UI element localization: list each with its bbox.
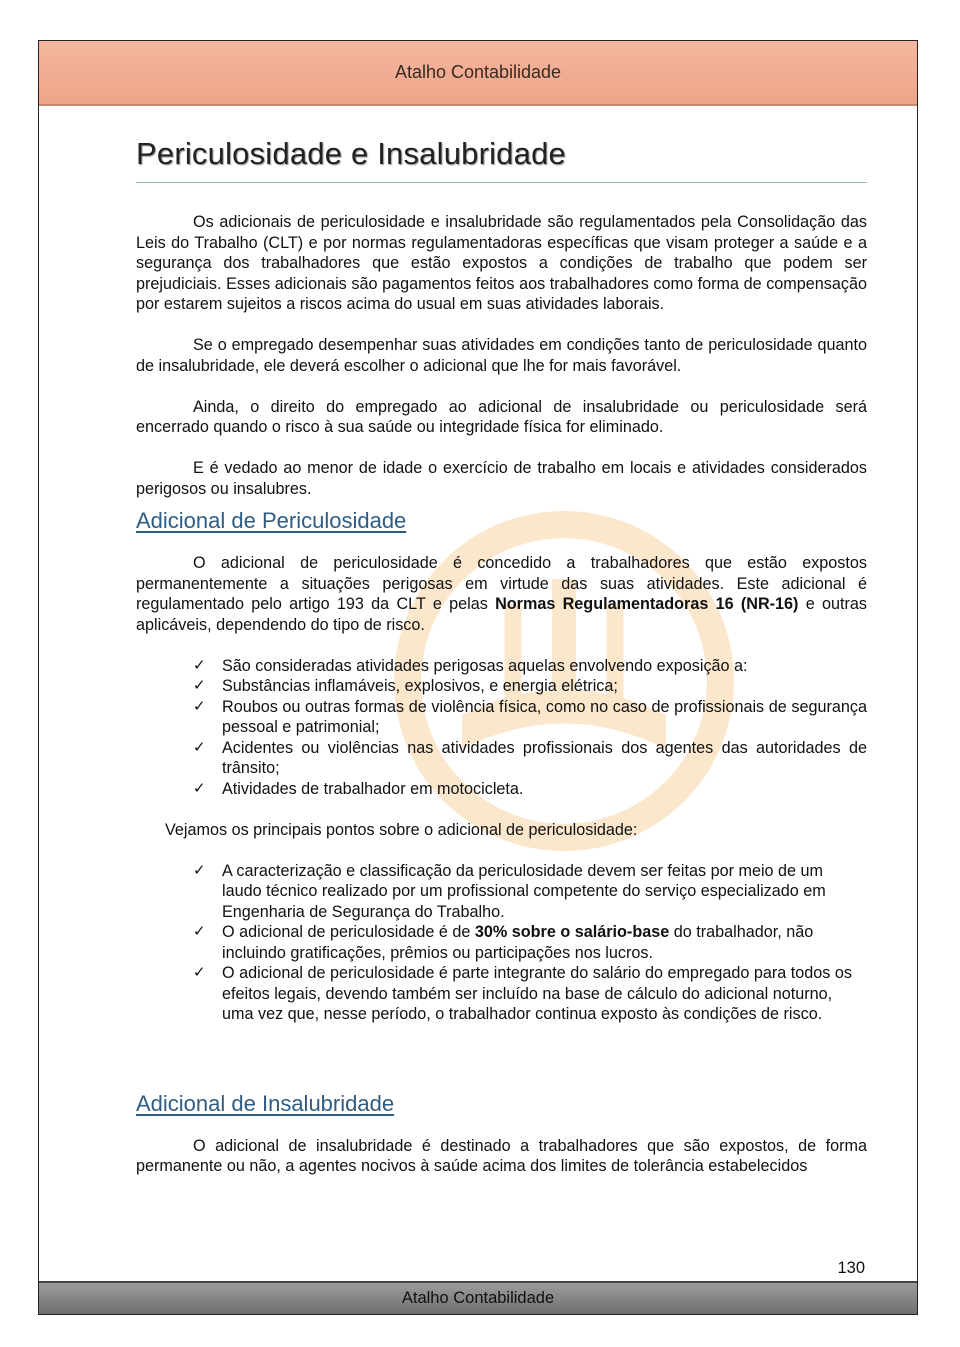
- page-content: [136, 136, 867, 1177]
- nr16-bold: Normas Regulamentadoras 16 (NR-16): [495, 595, 799, 613]
- page-header: [39, 41, 917, 106]
- document-page: [38, 40, 918, 1315]
- checkmark-icon: ✓: [193, 861, 206, 879]
- header-title: Atalho Contabilidade: [394, 62, 562, 82]
- page-title: Periculosidade e Insalubridade: [136, 136, 867, 183]
- list-item: ✓ São consideradas atividades perigosas aquelas envolvendo exposição a:: [193, 656, 748, 675]
- page-footer: [39, 1281, 917, 1314]
- list-item: ✓ Atividades de trabalhador em motocicleta.: [193, 779, 524, 798]
- checkmark-icon: ✓: [193, 697, 206, 715]
- list-item: ✓ Roubos ou outras formas de violência física, como no caso de profissionais de segurança pessoal e patrimonial;: [193, 697, 867, 736]
- footer-title: Atalho Contabilidade: [401, 1289, 555, 1307]
- list-item: ✓ Acidentes ou violências nas atividades profissionais dos agentes das autoridades de trânsito;: [193, 738, 867, 777]
- section-heading-periculosidade: Adicional de Periculosidade: [136, 508, 407, 533]
- section-heading-insalubridade: Adicional de Insalubridade: [136, 1090, 395, 1116]
- percentage-bold: 30% sobre o salário-base: [474, 923, 670, 941]
- intro-paragraph: Os adicionais de periculosidade e insalubridade são regulamentados pela Consolidação das Leis do Trabalho (CLT) e por normas regulamentadoras específicas que visam proteger a saúde e a segurança dos trabalhadores que estão expostos a condições de trabalho que podem ser prejudiciais. Esses adicionais são pagamentos feitos aos trabalhadores como forma de compensação por estarem sujeitos a riscos acima do usual em suas atividades laborais.: [136, 213, 867, 313]
- intro-paragraph: Se o empregado desempenhar suas atividades em condições tanto de periculosidade quanto de insalubridade, ele deverá escolher o adicional que lhe for mais favorável.: [136, 336, 867, 375]
- insalubridade-paragraph: O adicional de insalubridade é destinado a trabalhadores que são expostos, de forma permanente ou não, a agentes nocivos à saúde acima dos limites de tolerância estabelecidos: [136, 1136, 867, 1175]
- list-item: ✓ A caracterização e classificação da periculosidade devem ser feitas por meio de um laudo técnico realizado por um profissional competente do serviço especializado em Engenharia de Segurança do Trabalho.: [193, 861, 826, 921]
- list-item: ✓ O adicional de periculosidade é de 30% sobre o salário-base do trabalhador, não incluindo gratificações, prêmios ou participações nos lucros.: [193, 923, 814, 962]
- checkmark-icon: ✓: [193, 779, 206, 797]
- list-item: ✓ O adicional de periculosidade é parte integrante do salário do empregado para todos os efeitos legais, devendo também ser incluído na base de cálculo do adicional noturno, uma vez que, nesse período, o trabalhador continua exposto às condições de risco.: [193, 964, 852, 1023]
- key-points-list: [136, 861, 867, 1025]
- checkmark-icon: ✓: [193, 738, 206, 756]
- page-number: 130: [837, 1259, 865, 1277]
- periculosidade-paragraph: O adicional de periculosidade é concedido a trabalhadores que estão expostos permanentemente a situações perigosas em virtude das suas atividades. Este adicional é regulamentado pelo artigo 193 da CLT e pelas Normas Regulamentadoras 16 (NR-16) e outras aplicáveis, dependendo do tipo de risco.: [136, 554, 867, 634]
- list-item: ✓ Substâncias inflamáveis, explosivos, e energia elétrica;: [193, 677, 618, 695]
- checkmark-icon: ✓: [193, 964, 206, 981]
- checkmark-icon: ✓: [193, 677, 206, 694]
- hazard-list: [136, 656, 867, 800]
- intro-paragraph: E é vedado ao menor de idade o exercício de trabalho em locais e atividades considerados perigosos ou insalubres.: [136, 459, 867, 498]
- checkmark-icon: ✓: [193, 656, 206, 674]
- checkmark-icon: ✓: [193, 923, 206, 940]
- periculosidade-lead: Vejamos os principais pontos sobre o adicional de periculosidade:: [165, 820, 638, 839]
- intro-paragraph: Ainda, o direito do empregado ao adicional de insalubridade ou periculosidade será encerrado quando o risco à sua saúde ou integridade física for eliminado.: [136, 397, 867, 436]
